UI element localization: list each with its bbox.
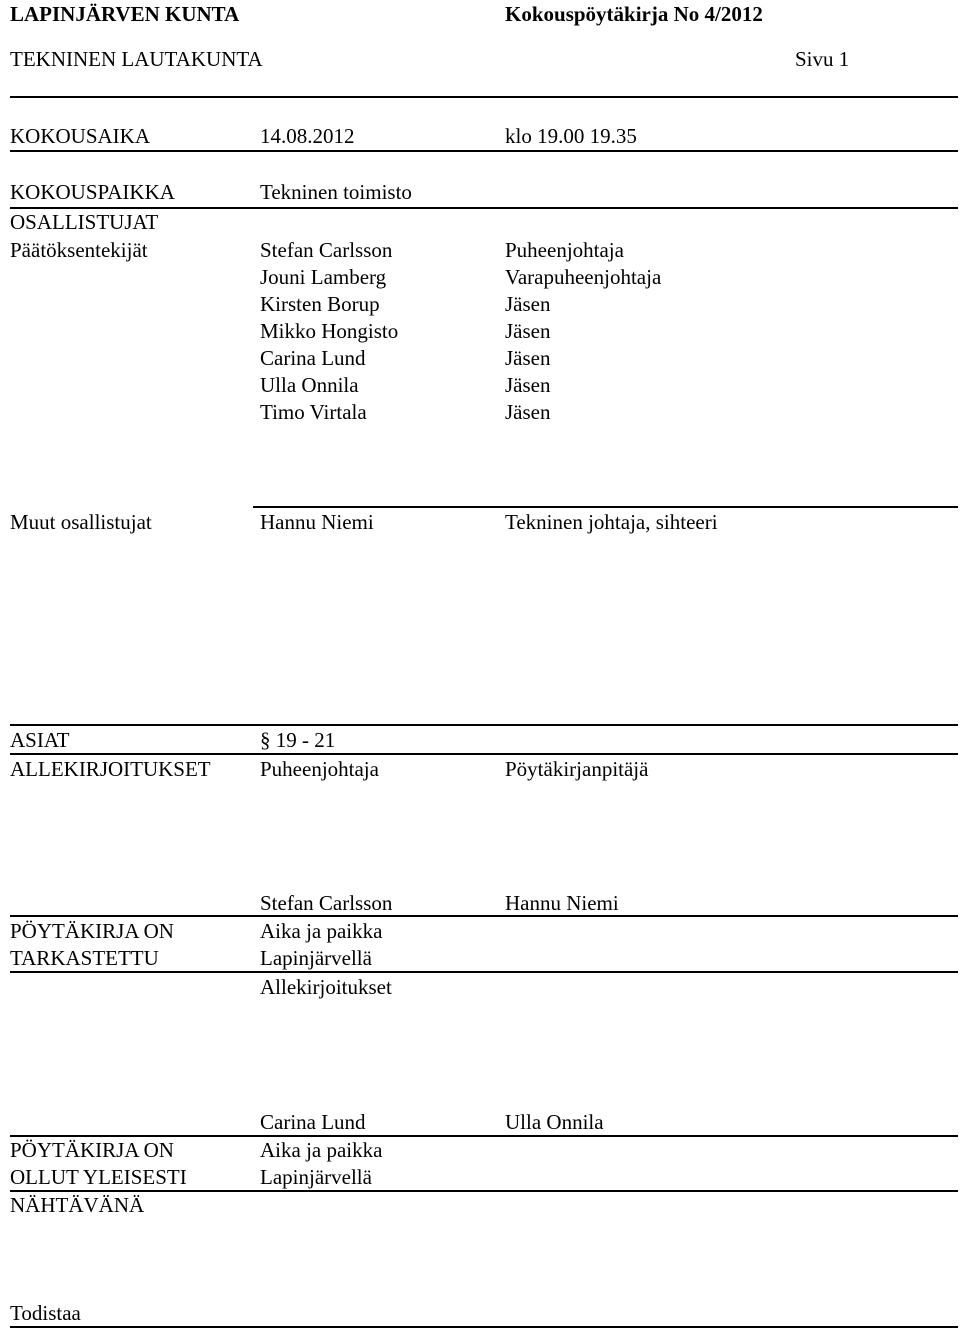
divider-matters-top [10, 724, 958, 726]
member-role: Jäsen [505, 346, 551, 370]
chair-name: Stefan Carlsson [260, 891, 393, 915]
meeting-place-label: KOKOUSPAIKKA [10, 180, 175, 204]
member-name: Ulla Onnila [260, 373, 359, 397]
divider-signatures [10, 915, 958, 917]
member-name: Mikko Hongisto [260, 319, 399, 343]
matters-value: § 19 - 21 [260, 728, 336, 752]
inspected-place: Lapinjärvellä [260, 946, 372, 970]
member-name: Jouni Lamberg [260, 265, 387, 289]
inspected-label-line2: TARKASTETTU [10, 946, 159, 970]
secretary-title: Pöytäkirjanpitäjä [505, 757, 649, 781]
header-divider [10, 96, 958, 98]
divider-place [10, 207, 958, 209]
member-role: Jäsen [505, 292, 551, 316]
municipality-name: LAPINJÄRVEN KUNTA [10, 2, 240, 26]
member-role: Jäsen [505, 400, 551, 424]
other-participant-name: Hannu Niemi [260, 510, 374, 534]
public-display-label-line1: PÖYTÄKIRJA ON [10, 1138, 174, 1162]
matters-label: ASIAT [10, 728, 70, 752]
committee-name: TEKNINEN LAUTAKUNTA [10, 47, 263, 71]
member-name: Stefan Carlsson [260, 238, 393, 262]
page-number: Sivu 1 [795, 47, 850, 71]
inspected-signatures-label: Allekirjoitukset [260, 975, 392, 999]
member-role: Varapuheenjohtaja [505, 265, 662, 289]
public-display-label-line3: NÄHTÄVÄNÄ [10, 1193, 145, 1217]
certify-label: Todistaa [10, 1301, 81, 1325]
member-name: Carina Lund [260, 346, 366, 370]
public-display-place: Lapinjärvellä [260, 1165, 372, 1189]
document-title: Kokouspöytäkirja No 4/2012 [505, 2, 763, 26]
inspector-name: Carina Lund [260, 1110, 366, 1134]
divider-time [10, 150, 958, 152]
public-display-time-place-label: Aika ja paikka [260, 1138, 383, 1162]
member-role: Jäsen [505, 373, 551, 397]
member-role: Puheenjohtaja [505, 238, 624, 262]
inspected-time-place-label: Aika ja paikka [260, 919, 383, 943]
other-participant-role: Tekninen johtaja, sihteeri [505, 510, 718, 534]
inspector-name: Ulla Onnila [505, 1110, 604, 1134]
participants-label: OSALLISTUJAT [10, 210, 159, 234]
public-display-label-line2: OLLUT YLEISESTI [10, 1165, 187, 1189]
meeting-date: 14.08.2012 [260, 124, 355, 148]
member-name: Timo Virtala [260, 400, 367, 424]
meeting-time: klo 19.00 19.35 [505, 124, 637, 148]
meeting-place: Tekninen toimisto [260, 180, 412, 204]
divider-inspected [10, 971, 958, 973]
inspected-label-line1: PÖYTÄKIRJA ON [10, 919, 174, 943]
divider-matters-bottom [10, 753, 958, 755]
meeting-time-label: KOKOUSAIKA [10, 124, 150, 148]
divider-inspectors [10, 1135, 958, 1137]
divider-other-participants [253, 506, 958, 508]
divider-certify [10, 1326, 958, 1328]
chair-title: Puheenjohtaja [260, 757, 379, 781]
secretary-name: Hannu Niemi [505, 891, 619, 915]
member-role: Jäsen [505, 319, 551, 343]
member-name: Kirsten Borup [260, 292, 380, 316]
other-participants-label: Muut osallistujat [10, 510, 152, 534]
signatures-label: ALLEKIRJOITUKSET [10, 757, 211, 781]
divider-public-display [10, 1190, 958, 1192]
decision-makers-label: Päätöksentekijät [10, 238, 148, 262]
